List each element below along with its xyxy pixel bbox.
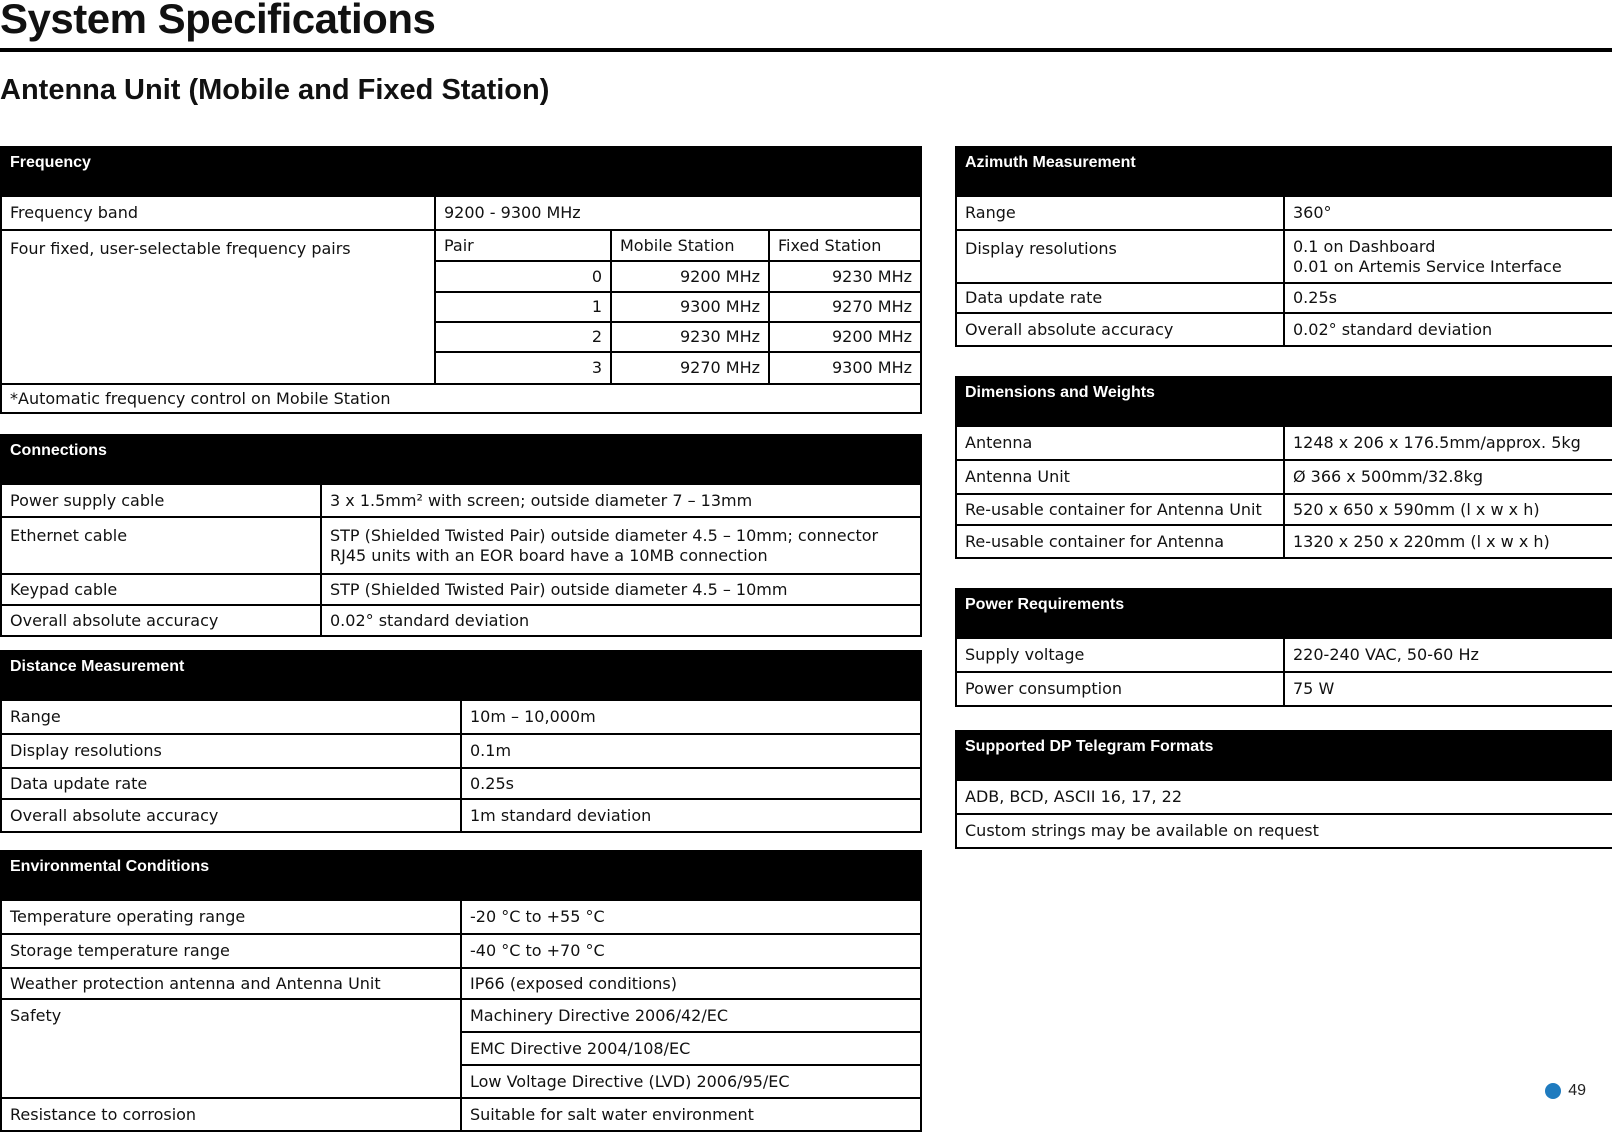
table-row	[956, 283, 1612, 313]
spec-value: 10m – 10,000m	[461, 700, 921, 734]
frequency-header: Frequency	[1, 147, 921, 196]
display-resolution-service-interface: 0.01 on Artemis Service Interface	[1293, 256, 1562, 276]
fixed-station-column-header: Fixed Station	[769, 230, 921, 261]
spec-label: Overall absolute accuracy	[956, 313, 1284, 346]
spec-value: STP (Shielded Twisted Pair) outside diameter 4.5 – 10mm; connector RJ45 units with an EOR board have a 10MB connection	[321, 517, 921, 574]
frequency-table	[0, 146, 922, 414]
telegram-format-row: ADB, BCD, ASCII 16, 17, 22	[956, 780, 1612, 814]
table-row	[1, 605, 921, 636]
spec-label: Re-usable container for Antenna Unit	[956, 494, 1284, 525]
environmental-table	[0, 850, 922, 1132]
spec-label: Re-usable container for Antenna	[956, 525, 1284, 558]
azimuth-table	[955, 146, 1612, 347]
spec-label: Power supply cable	[1, 484, 321, 517]
table-row	[1, 968, 921, 999]
page-dot-icon	[1545, 1083, 1561, 1099]
connections-table	[0, 434, 922, 637]
table-row	[1, 799, 921, 832]
spec-label: Power consumption	[956, 672, 1284, 706]
corrosion-label: Resistance to corrosion	[1, 1098, 461, 1131]
spec-label: Ethernet cable	[1, 517, 321, 574]
table-row	[956, 638, 1612, 672]
spec-label: Keypad cable	[1, 574, 321, 605]
corrosion-value: Suitable for salt water environment	[461, 1098, 921, 1131]
connections-header: Connections	[1, 435, 921, 484]
dimensions-table	[955, 376, 1612, 559]
spec-label: Storage temperature range	[1, 934, 461, 968]
pair-number: 1	[435, 292, 611, 322]
spec-label: Display resolutions	[1, 734, 461, 768]
table-row	[1, 484, 921, 517]
display-resolution-dashboard: 0.1 on Dashboard	[1293, 236, 1436, 256]
spec-label: Range	[1, 700, 461, 734]
spec-label: Display resolutions	[956, 230, 1284, 283]
spec-value: IP66 (exposed conditions)	[461, 968, 921, 999]
fixed-frequency: 9200 MHz	[769, 322, 921, 352]
spec-label: Range	[956, 196, 1284, 230]
power-header: Power Requirements	[956, 589, 1612, 638]
table-row	[1, 1098, 921, 1131]
pair-number: 3	[435, 352, 611, 384]
spec-value: Ø 366 x 500mm/32.8kg	[1284, 460, 1612, 494]
spec-value: 75 W	[1284, 672, 1612, 706]
safety-value: Low Voltage Directive (LVD) 2006/95/EC	[461, 1065, 921, 1098]
spec-value: 1m standard deviation	[461, 799, 921, 832]
table-row	[956, 426, 1612, 460]
table-row	[1, 768, 921, 799]
section-title: Antenna Unit (Mobile and Fixed Station)	[0, 74, 550, 106]
spec-value: STP (Shielded Twisted Pair) outside diameter 4.5 – 10mm	[321, 574, 921, 605]
spec-value: 0.02° standard deviation	[321, 605, 921, 636]
safety-value: Machinery Directive 2006/42/EC	[461, 999, 921, 1032]
title-rule	[0, 48, 1612, 52]
mobile-station-column-header: Mobile Station	[611, 230, 769, 261]
table-row	[1, 734, 921, 768]
table-row	[956, 672, 1612, 706]
table-row	[1, 934, 921, 968]
spec-label: Supply voltage	[956, 638, 1284, 672]
mobile-frequency: 9270 MHz	[611, 352, 769, 384]
telegram-format-row: Custom strings may be available on request	[956, 814, 1612, 848]
spec-label: Data update rate	[956, 283, 1284, 313]
spec-label: Overall absolute accuracy	[1, 799, 461, 832]
pair-number: 0	[435, 261, 611, 292]
frequency-band-label: Frequency band	[1, 196, 435, 230]
table-row	[1, 700, 921, 734]
spec-value: 220-240 VAC, 50-60 Hz	[1284, 638, 1612, 672]
mobile-frequency: 9230 MHz	[611, 322, 769, 352]
spec-value: -40 °C to +70 °C	[461, 934, 921, 968]
fixed-frequency: 9230 MHz	[769, 261, 921, 292]
safety-label: Safety	[1, 999, 461, 1098]
mobile-frequency: 9300 MHz	[611, 292, 769, 322]
spec-label: Data update rate	[1, 768, 461, 799]
table-row	[1, 574, 921, 605]
spec-value: 0.25s	[1284, 283, 1612, 313]
spec-label: Temperature operating range	[1, 900, 461, 934]
power-table	[955, 588, 1612, 707]
spec-label: Antenna	[956, 426, 1284, 460]
spec-value: 0.02° standard deviation	[1284, 313, 1612, 346]
spec-label: Weather protection antenna and Antenna Unit	[1, 968, 461, 999]
safety-value: EMC Directive 2004/108/EC	[461, 1032, 921, 1065]
table-row	[956, 525, 1612, 558]
spec-value: 360°	[1284, 196, 1612, 230]
frequency-band-value: 9200 - 9300 MHz	[435, 196, 921, 230]
environmental-header: Environmental Conditions	[1, 851, 921, 900]
distance-table	[0, 650, 922, 833]
spec-value: 0.1m	[461, 734, 921, 768]
frequency-note: *Automatic frequency control on Mobile Station	[1, 384, 921, 413]
frequency-pairs-label: Four fixed, user-selectable frequency pairs	[1, 230, 435, 384]
spec-value: 0.25s	[461, 768, 921, 799]
pair-column-header: Pair	[435, 230, 611, 261]
spec-value: 1248 x 206 x 176.5mm/approx. 5kg	[1284, 426, 1612, 460]
pair-number: 2	[435, 322, 611, 352]
spec-value: 1320 x 250 x 220mm (l x w x h)	[1284, 525, 1612, 558]
table-row	[956, 313, 1612, 346]
table-row	[956, 230, 1612, 283]
spec-value: 520 x 650 x 590mm (l x w x h)	[1284, 494, 1612, 525]
table-row	[956, 494, 1612, 525]
fixed-frequency: 9300 MHz	[769, 352, 921, 384]
mobile-frequency: 9200 MHz	[611, 261, 769, 292]
dimensions-header: Dimensions and Weights	[956, 377, 1612, 426]
telegram-formats-header: Supported DP Telegram Formats	[956, 731, 1612, 780]
spec-value: -20 °C to +55 °C	[461, 900, 921, 934]
spec-value: 3 x 1.5mm² with screen; outside diameter 7 – 13mm	[321, 484, 921, 517]
page-title: System Specifications	[0, 0, 436, 42]
page-number: 49	[1568, 1082, 1586, 1099]
page-number-area	[1545, 1082, 1586, 1100]
spec-label: Overall absolute accuracy	[1, 605, 321, 636]
table-row	[1, 517, 921, 574]
spec-label: Antenna Unit	[956, 460, 1284, 494]
table-row	[1, 900, 921, 934]
fixed-frequency: 9270 MHz	[769, 292, 921, 322]
telegram-formats-table	[955, 730, 1612, 849]
azimuth-header: Azimuth Measurement	[956, 147, 1612, 196]
table-row	[956, 460, 1612, 494]
table-row	[956, 196, 1612, 230]
distance-header: Distance Measurement	[1, 651, 921, 700]
